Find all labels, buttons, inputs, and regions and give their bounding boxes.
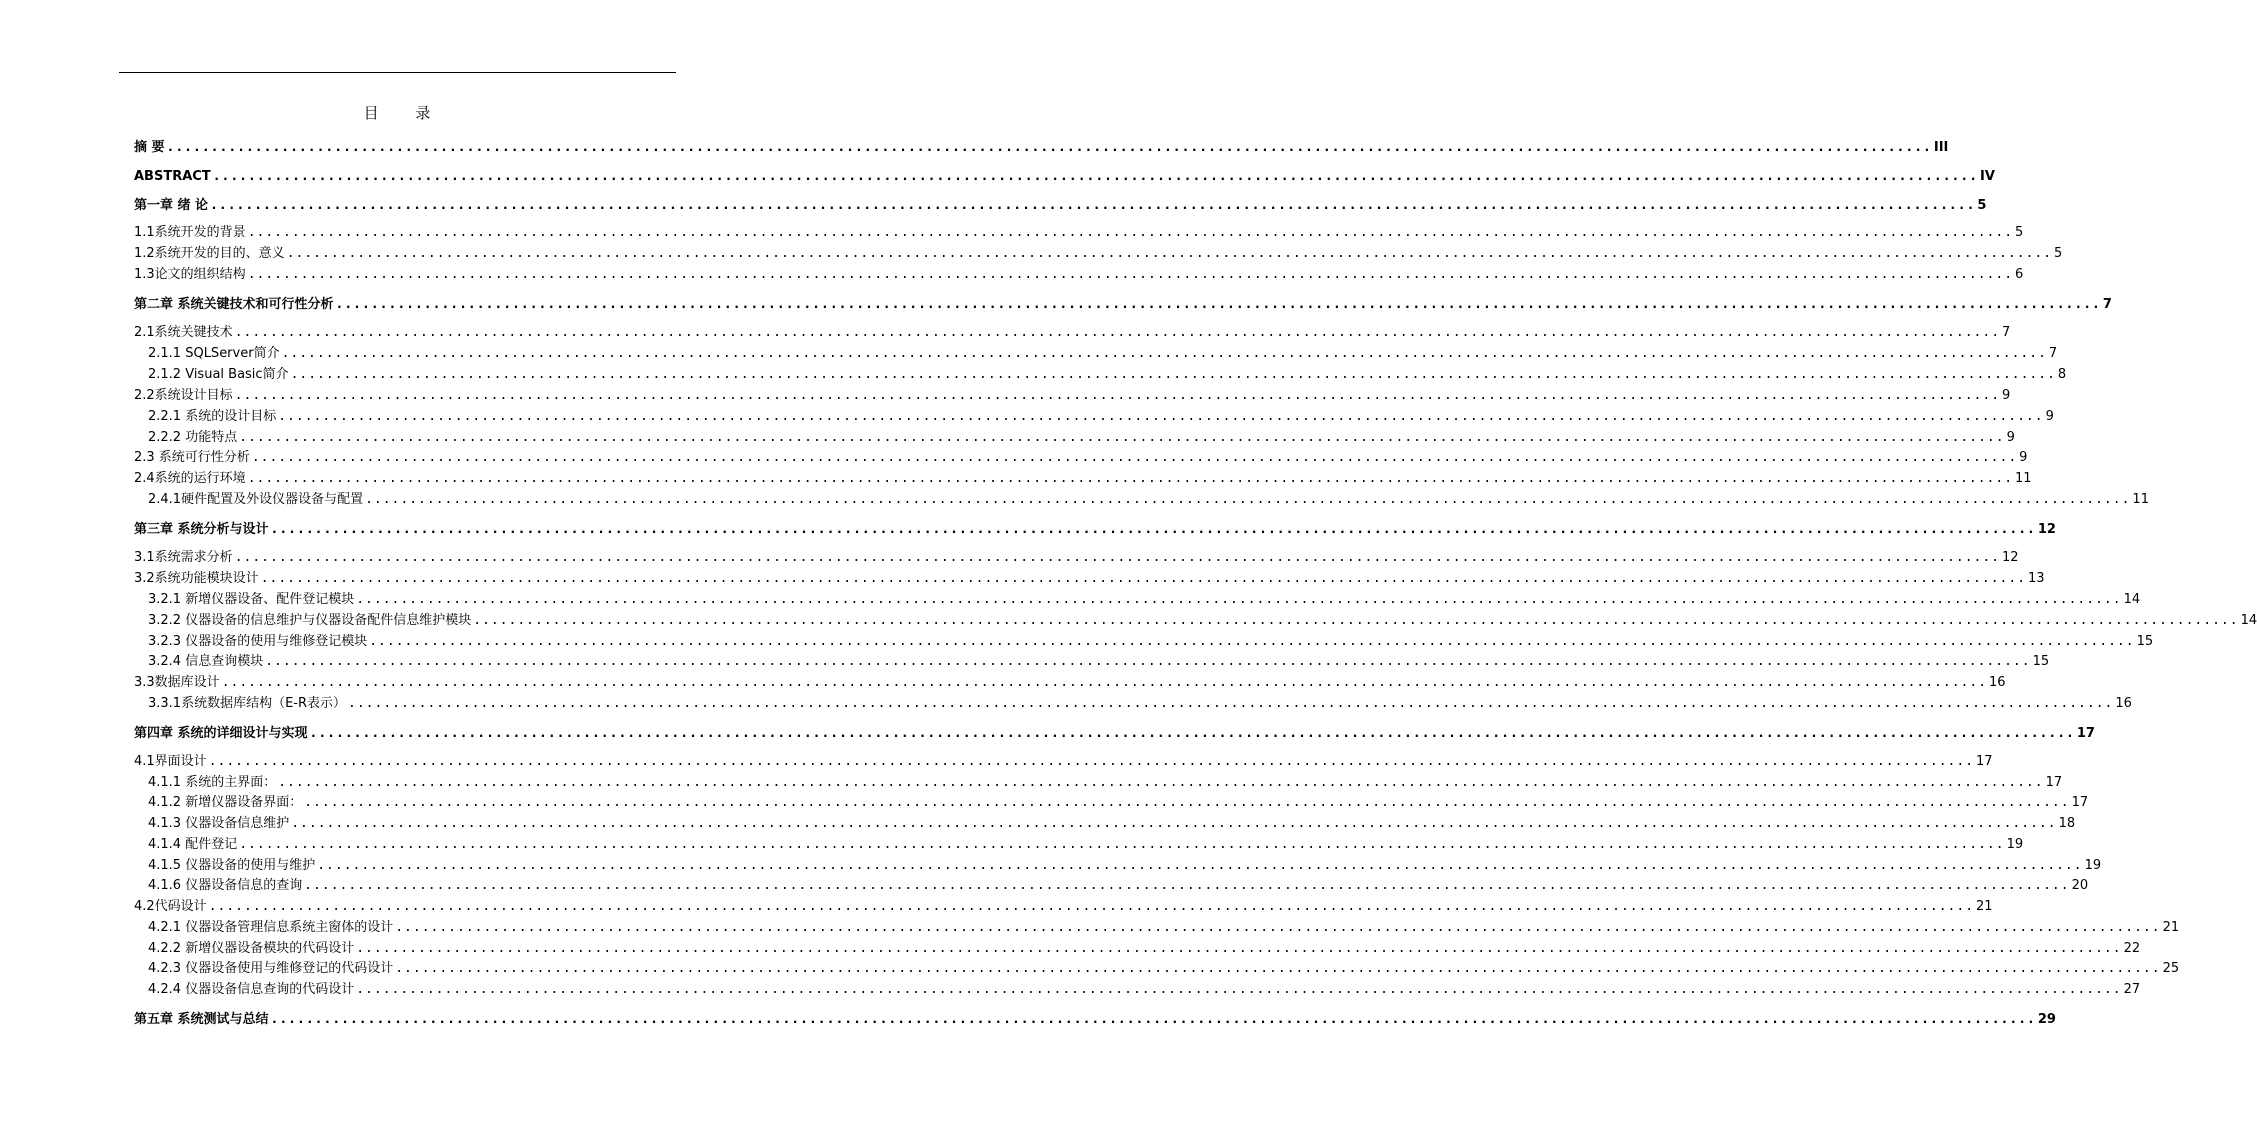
toc-entry	[134, 772, 2063, 792]
toc-entry	[134, 693, 2132, 713]
toc-leader-dots: ........................................................................................................................................................................................................	[365, 492, 2131, 507]
toc-leader-dots: ........................................................................................................................................................................................................	[234, 550, 2001, 565]
toc-entry	[134, 195, 1987, 215]
toc-entry-label: 4.2.1 仪器设备管理信息系统主窗体的设计	[148, 920, 394, 935]
toc-entry-label: 第二章 系统关键技术和可行性分析	[134, 297, 334, 312]
toc-leader-dots: ........................................................................................................................................................................................................	[270, 1012, 2036, 1027]
toc-leader-dots: ........................................................................................................................................................................................................	[304, 795, 2070, 810]
toc-entry	[134, 875, 2089, 895]
toc-entry-label: 3.3.1系统数据库结构（E-R表示）	[148, 696, 347, 711]
toc-entry-page: 21	[2162, 920, 2180, 935]
toc-entry-page: 16	[2115, 696, 2132, 711]
toc-entry-label: 2.4.1硬件配置及外设仪器设备与配置	[148, 492, 364, 507]
toc-entry-label: 摘 要	[134, 140, 165, 155]
toc-entry-label: 3.2系统功能模块设计	[134, 571, 259, 586]
toc-leader-dots: ........................................................................................................................................................................................................	[309, 726, 2075, 741]
toc-leader-dots: ........................................................................................................................................................................................................	[208, 899, 1975, 914]
toc-entry-page: 29	[2037, 1012, 2056, 1027]
toc-entry-label: 2.4系统的运行环境	[134, 471, 246, 486]
toc-leader-dots: ........................................................................................................................................................................................................	[247, 225, 2014, 240]
toc-leader-dots: ........................................................................................................................................................................................................	[304, 878, 2070, 893]
toc-entry	[134, 322, 2011, 342]
toc-leader-dots: ........................................................................................................................................................................................................	[270, 522, 2036, 537]
toc-entry-page: 6	[2015, 267, 2024, 282]
toc-entry	[134, 958, 2180, 978]
toc-entry	[134, 751, 1993, 771]
toc-entry-label: 1.2系统开发的目的、意义	[134, 246, 285, 261]
toc-entry-page: 22	[2123, 941, 2141, 956]
toc-entry	[134, 427, 2015, 447]
toc-entry-page: 17	[2045, 775, 2063, 790]
toc-entry-label: 4.2代码设计	[134, 899, 207, 914]
toc-leader-dots: ........................................................................................................................................................................................................	[356, 592, 2122, 607]
toc-leader-dots: ........................................................................................................................................................................................................	[210, 198, 1976, 213]
toc-entry-label: 第五章 系统测试与总结	[134, 1012, 269, 1027]
toc-entry-page: 11	[2015, 471, 2032, 486]
toc-entry-page: 5	[1977, 198, 1987, 213]
toc-entry	[134, 672, 2006, 692]
toc-entry-page: 14	[2240, 613, 2257, 628]
toc-entry	[134, 294, 2112, 314]
toc-entry-page: 20	[2071, 878, 2089, 893]
toc-entry	[134, 406, 2054, 426]
toc-leader-dots: ........................................................................................................................................................................................................	[395, 961, 2161, 976]
toc-entry	[134, 137, 1949, 157]
toc-entry-label: 3.1系统需求分析	[134, 550, 233, 565]
toc-leader-dots: ........................................................................................................................................................................................................	[369, 634, 2135, 649]
toc-entry	[134, 519, 2056, 539]
toc-entry-label: 3.3数据库设计	[134, 675, 220, 690]
toc-entry-label: 2.2.2 功能特点	[148, 430, 238, 445]
toc-entry	[134, 589, 2141, 609]
toc-entry	[134, 723, 2095, 743]
toc-entry-label: 2.2.1 系统的设计目标	[148, 409, 277, 424]
toc-entry-label: 3.2.3 仪器设备的使用与维修登记模块	[148, 634, 368, 649]
toc-entry	[134, 166, 1995, 186]
toc-leader-dots: ........................................................................................................................................................................................................	[234, 388, 2001, 403]
toc-entry-label: 2.1.2 Visual Basic简介	[148, 367, 289, 382]
toc-entry-page: 5	[2015, 225, 2024, 240]
toc-entry-label: 第三章 系统分析与设计	[134, 522, 269, 537]
toc-entry-page: 7	[2102, 297, 2112, 312]
toc-entry-page: 27	[2123, 982, 2141, 997]
toc-entry-label: 2.1.1 SQLServer简介	[148, 346, 280, 361]
toc-entry-label: 1.1系统开发的背景	[134, 225, 246, 240]
toc-entry-label: 4.1.1 系统的主界面：	[148, 775, 277, 790]
toc-leader-dots: ........................................................................................................................................................................................................	[286, 246, 2053, 261]
toc-entry-label: 3.2.2 仪器设备的信息维护与仪器设备配件信息维护模块	[148, 613, 472, 628]
toc-leader-dots: ........................................................................................................................................................................................................	[260, 571, 2027, 586]
toc-leader-dots: ........................................................................................................................................................................................................	[290, 367, 2056, 382]
toc-entry	[134, 243, 2063, 263]
toc-leader-dots: ........................................................................................................................................................................................................	[278, 775, 2044, 790]
toc-entry-page: 19	[2006, 837, 2024, 852]
toc-entry-label: 4.1.2 新增仪器设备界面：	[148, 795, 303, 810]
toc-entry-label: 2.2系统设计目标	[134, 388, 233, 403]
toc-entry	[134, 343, 2058, 363]
toc-entry	[134, 547, 2019, 567]
toc-entry-label: 3.2.1 新增仪器设备、配件登记模块	[148, 592, 355, 607]
toc-leader-dots: ........................................................................................................................................................................................................	[281, 346, 2047, 361]
toc-entry	[134, 489, 2149, 509]
toc-leader-dots: ........................................................................................................................................................................................................	[291, 816, 2057, 831]
toc-entry-page: 9	[2002, 388, 2011, 403]
toc-entry-page: 5	[2054, 246, 2063, 261]
toc-entry-page: 25	[2162, 961, 2180, 976]
toc-entry-label: 第一章 绪 论	[134, 198, 209, 213]
toc-entry	[134, 385, 2011, 405]
toc-entry-page: 9	[2045, 409, 2054, 424]
toc-entry-label: 2.3 系统可行性分析	[134, 450, 250, 465]
header-rule	[119, 72, 676, 73]
toc-entry-page: III	[1933, 140, 1949, 155]
toc-leader-dots: ........................................................................................................................................................................................................	[356, 941, 2122, 956]
toc-leader-dots: ........................................................................................................................................................................................................	[473, 613, 2239, 628]
toc-leader-dots: ........................................................................................................................................................................................................	[278, 409, 2044, 424]
toc-entry-label: 4.1.5 仪器设备的使用与维护	[148, 858, 316, 873]
toc-leader-dots: ........................................................................................................................................................................................................	[335, 297, 2101, 312]
toc-entry-page: 7	[2048, 346, 2058, 361]
toc-leader-dots: ........................................................................................................................................................................................................	[234, 325, 2001, 340]
toc-entry	[134, 792, 2089, 812]
toc-leader-dots: ........................................................................................................................................................................................................	[239, 430, 2005, 445]
toc-entry-page: 18	[2058, 816, 2076, 831]
toc-entry-label: 4.1.6 仪器设备信息的查询	[148, 878, 303, 893]
toc-entry	[134, 855, 2102, 875]
toc-leader-dots: ........................................................................................................................................................................................................	[221, 675, 1988, 690]
toc-leader-dots: ........................................................................................................................................................................................................	[208, 754, 1975, 769]
toc-entry	[134, 1009, 2056, 1029]
toc-entry-page: 9	[2019, 450, 2028, 465]
toc-entry-page: 15	[2136, 634, 2154, 649]
toc-entry-label: 3.2.4 信息查询模块	[148, 654, 264, 669]
toc-entry-label: 4.1.3 仪器设备信息维护	[148, 816, 290, 831]
toc-leader-dots: ........................................................................................................................................................................................................	[166, 140, 1932, 155]
toc-entry-page: 11	[2132, 492, 2149, 507]
toc-entry	[134, 896, 1993, 916]
toc-entry-page: 15	[2032, 654, 2050, 669]
toc-entry-page: 12	[2002, 550, 2019, 565]
toc-entry-page: 16	[1989, 675, 2006, 690]
toc-entry-label: 4.1.4 配件登记	[148, 837, 238, 852]
toc-leader-dots: ........................................................................................................................................................................................................	[356, 982, 2122, 997]
toc-entry-page: 14	[2123, 592, 2141, 607]
toc-entry-label: 第四章 系统的详细设计与实现	[134, 726, 308, 741]
toc-leader-dots: ........................................................................................................................................................................................................	[395, 920, 2161, 935]
toc-entry-label: 1.3论文的组织结构	[134, 267, 246, 282]
toc-entry	[134, 568, 2045, 588]
toc-leader-dots: ........................................................................................................................................................................................................	[212, 169, 1979, 184]
toc-entry	[134, 651, 2050, 671]
toc-leader-dots: ........................................................................................................................................................................................................	[239, 837, 2005, 852]
toc-entry-page: 12	[2037, 522, 2056, 537]
toc-entry	[134, 468, 2032, 488]
toc-entry-page: 21	[1976, 899, 1993, 914]
toc-entry-page: 17	[2076, 726, 2095, 741]
toc-entry	[134, 264, 2024, 284]
toc-entry	[134, 222, 2024, 242]
toc-entry	[134, 631, 2154, 651]
toc-entry	[134, 813, 2076, 833]
toc-entry-page: 17	[1976, 754, 1993, 769]
toc-entry	[134, 610, 2257, 630]
toc-entry	[134, 979, 2141, 999]
toc-entry-page: 7	[2002, 325, 2011, 340]
toc-leader-dots: ........................................................................................................................................................................................................	[247, 471, 2014, 486]
toc-leader-dots: ........................................................................................................................................................................................................	[247, 267, 2014, 282]
toc-entry	[134, 447, 2028, 467]
toc-entry-label: ABSTRACT	[134, 169, 211, 184]
toc-entry-label: 4.1界面设计	[134, 754, 207, 769]
toc-leader-dots: ........................................................................................................................................................................................................	[265, 654, 2031, 669]
toc-entry-label: 4.2.2 新增仪器设备模块的代码设计	[148, 941, 355, 956]
toc-entry	[134, 917, 2180, 937]
toc-entry	[134, 938, 2141, 958]
toc-entry-page: 19	[2084, 858, 2102, 873]
toc-entry	[134, 364, 2067, 384]
toc-entry	[134, 834, 2024, 854]
toc-leader-dots: ........................................................................................................................................................................................................	[348, 696, 2114, 711]
toc-leader-dots: ........................................................................................................................................................................................................	[251, 450, 2018, 465]
toc-entry-page: IV	[1980, 169, 1995, 184]
toc-title: 目 录	[363, 104, 447, 122]
toc-entry-label: 4.2.3 仪器设备使用与维修登记的代码设计	[148, 961, 394, 976]
toc-entry-label: 4.2.4 仪器设备信息查询的代码设计	[148, 982, 355, 997]
toc-entry-page: 13	[2028, 571, 2045, 586]
toc-entry-page: 8	[2057, 367, 2067, 382]
toc-entry-page: 17	[2071, 795, 2089, 810]
toc-entry-page: 9	[2006, 430, 2015, 445]
toc-leader-dots: ........................................................................................................................................................................................................	[317, 858, 2083, 873]
toc-entry-label: 2.1系统关键技术	[134, 325, 233, 340]
